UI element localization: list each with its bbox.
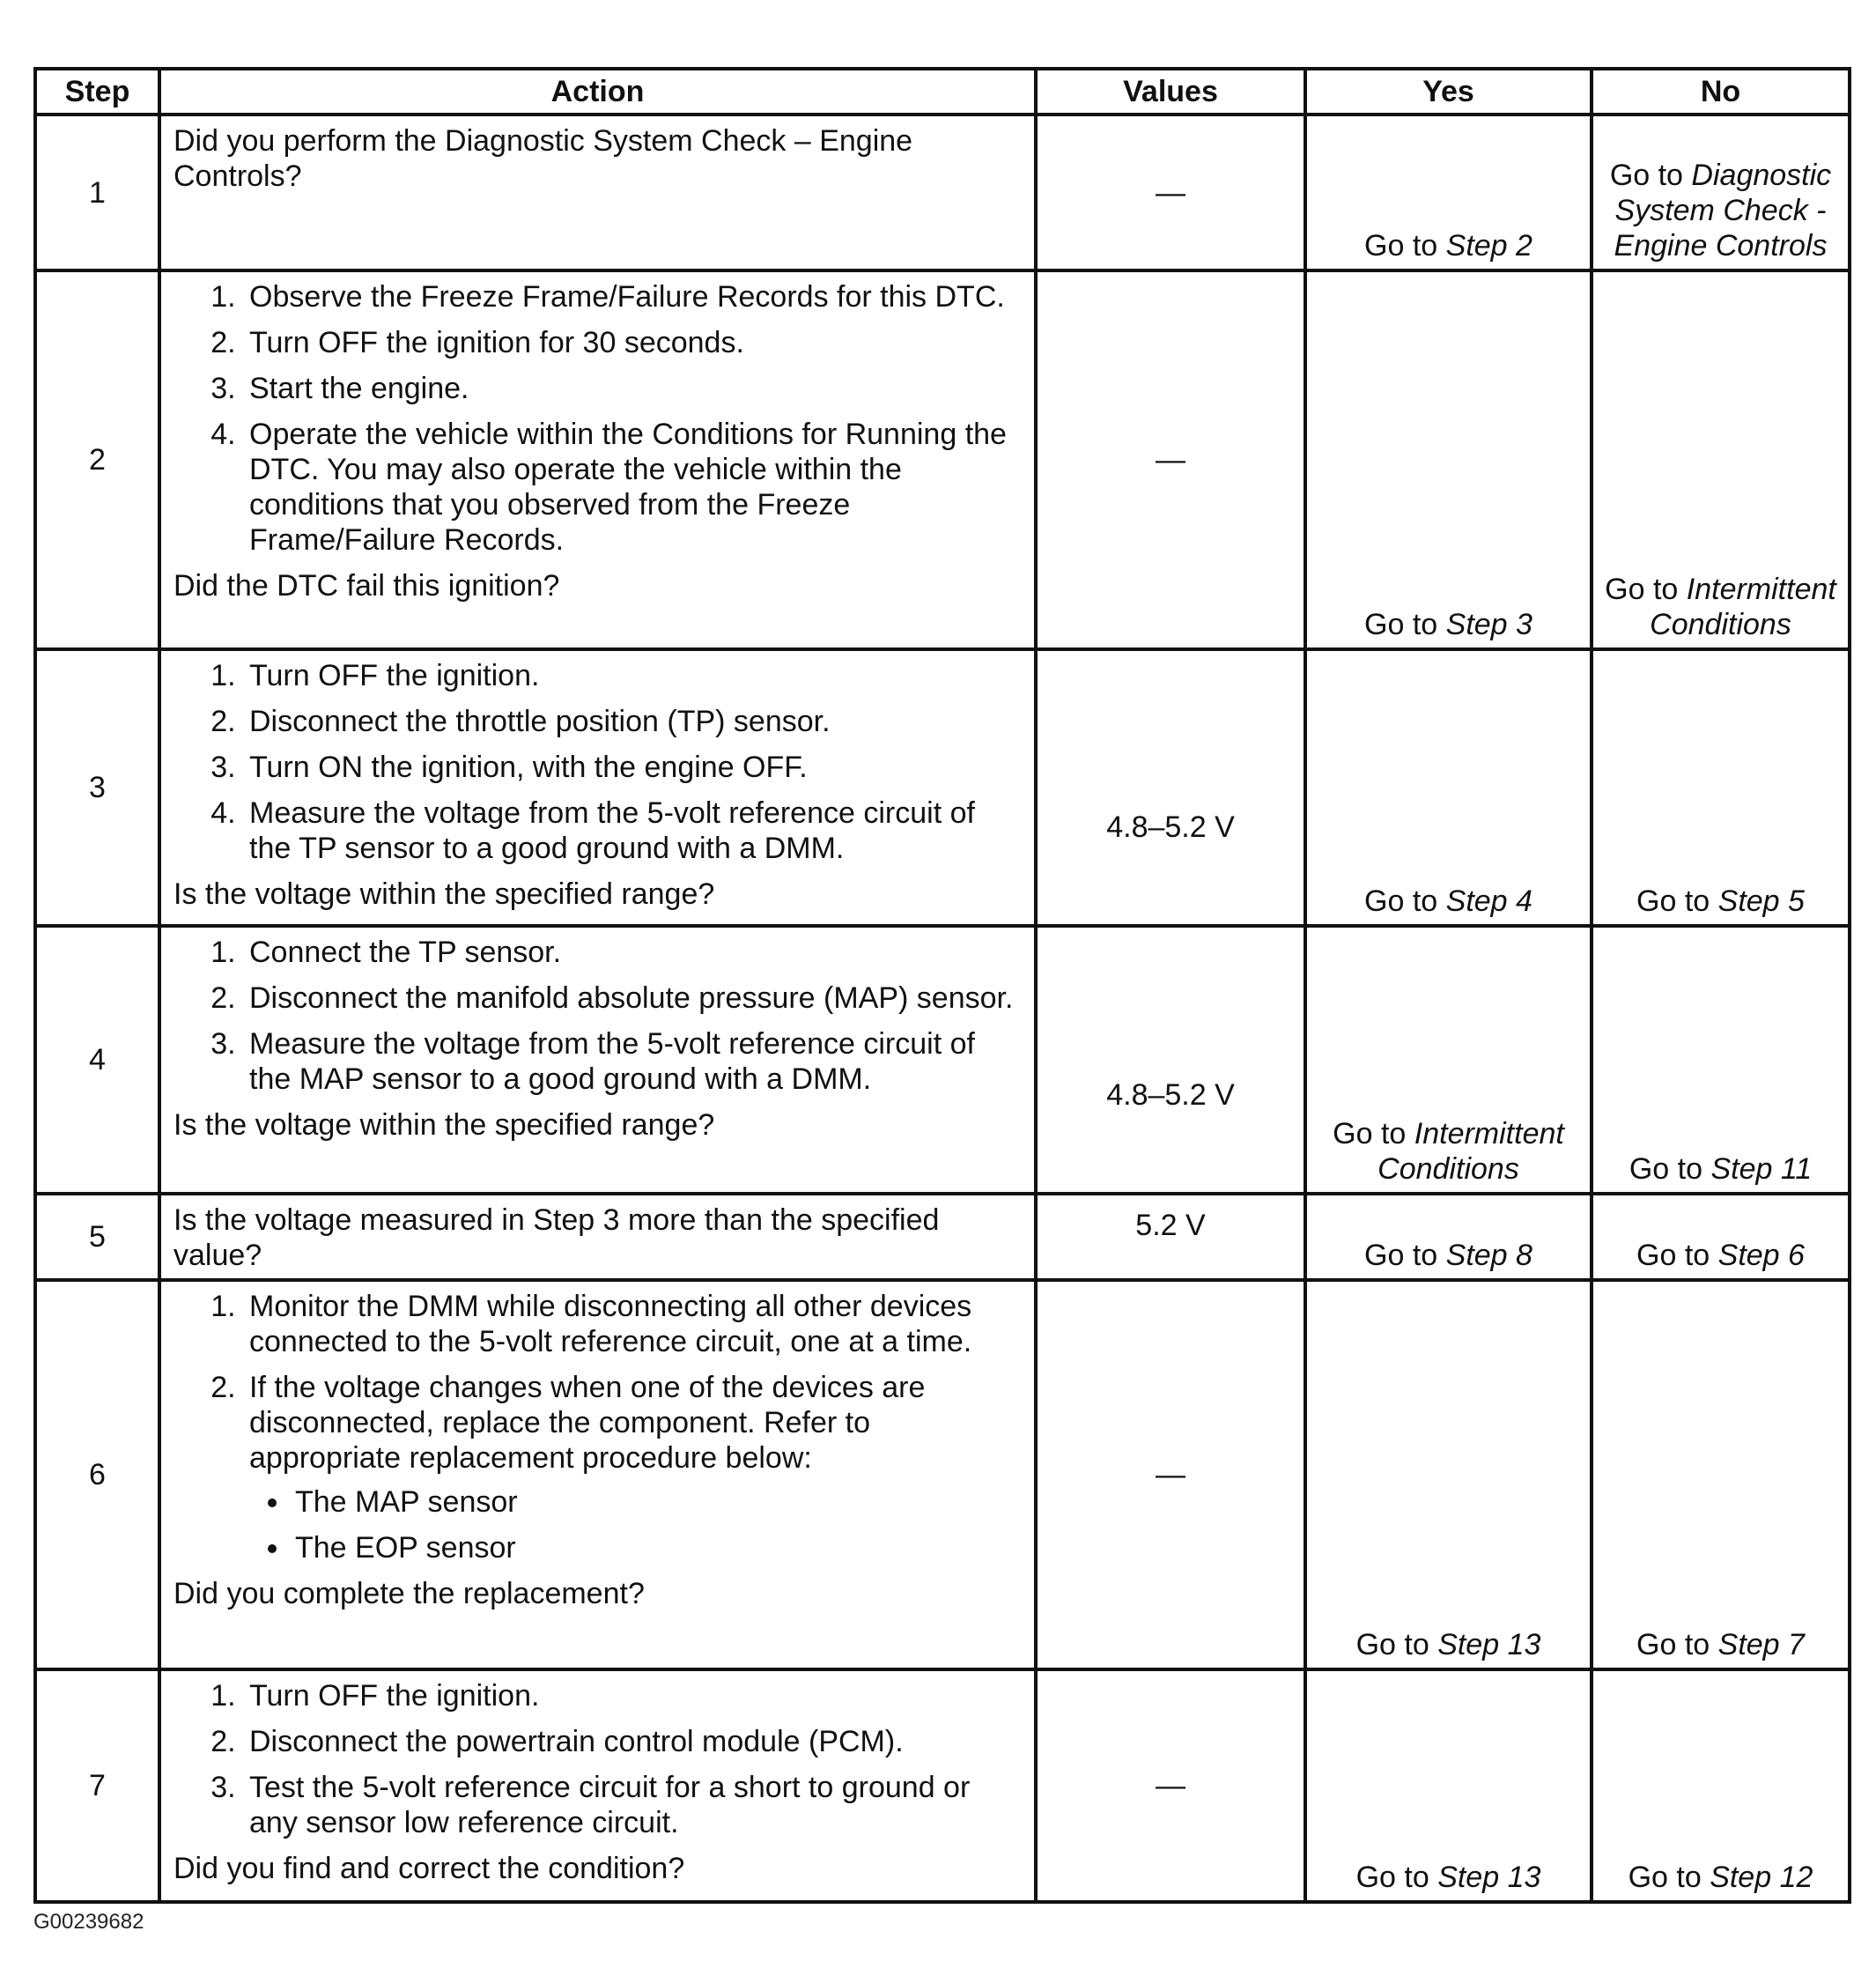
header-no: No (1592, 69, 1850, 115)
table-row (35, 649, 1850, 926)
no-prefix: Go to (1609, 159, 1692, 192)
header-row (35, 69, 1850, 115)
action-step-text: Test the 5-volt reference circuit for a short to ground or any sensor low reference circuit. (249, 1771, 971, 1839)
yes-link: Step 13 (1437, 1861, 1541, 1894)
no-prefix: Go to (1636, 1239, 1718, 1272)
action-subitem: • The MAP sensor (292, 1484, 1022, 1520)
action-step-text: Connect the TP sensor. (249, 936, 562, 969)
values-cell: 4.8–5.2 V (1036, 649, 1305, 926)
action-step-text: Disconnect the throttle position (TP) sensor. (249, 705, 831, 738)
action-step-text: Turn OFF the ignition. (249, 1679, 540, 1713)
yes-link: Intermittent Conditions (1377, 1117, 1564, 1186)
header-step: Step (35, 69, 159, 115)
no-link: Diagnostic System Check - Engine Controls (1614, 159, 1832, 263)
yes-link: Step 2 (1445, 229, 1533, 263)
no-cell (1592, 1194, 1850, 1280)
no-cell (1592, 115, 1850, 270)
action-step-text: Turn OFF the ignition for 30 seconds. (249, 326, 744, 359)
yes-cell (1305, 115, 1592, 270)
action-step (244, 1770, 1022, 1840)
header-values: Values (1036, 69, 1305, 115)
action-step (244, 1678, 1022, 1713)
action-step (244, 658, 1022, 693)
step-number: 2 (35, 270, 159, 649)
yes-link: Step 13 (1437, 1628, 1541, 1661)
action-step (244, 325, 1022, 360)
step-number: 5 (35, 1194, 159, 1280)
values-cell: — (1036, 115, 1305, 270)
action-step (244, 371, 1022, 406)
table-row (35, 1669, 1850, 1902)
action-steps (174, 658, 1022, 866)
action-sublist (249, 1484, 1022, 1565)
action-step-text: Disconnect the manifold absolute pressure (MAP) sensor. (249, 981, 1014, 1015)
no-link: Intermittent Conditions (1650, 573, 1836, 641)
action-step (244, 1724, 1022, 1759)
action-step-text: Turn OFF the ignition. (249, 659, 540, 692)
action-question: Is the voltage within the specified range? (174, 1108, 715, 1142)
no-prefix: Go to (1636, 884, 1718, 918)
yes-link: Step 3 (1445, 608, 1533, 641)
action-step-text: If the voltage changes when one of the devices are disconnected, replace the component. Refer to appropriate replacement procedure below: (249, 1371, 926, 1475)
no-link: Step 11 (1710, 1152, 1813, 1186)
no-cell (1592, 926, 1850, 1194)
action-question: Did you complete the replacement? (174, 1577, 645, 1610)
action-step-text: Start the engine. (249, 372, 469, 405)
action-step-text: Monitor the DMM while disconnecting all other devices connected to the 5-volt reference circuit, one at a time. (249, 1290, 972, 1358)
step-number: 3 (35, 649, 159, 926)
action-cell (159, 926, 1036, 1194)
yes-cell (1305, 270, 1592, 649)
yes-link: Step 8 (1445, 1239, 1533, 1272)
no-prefix: Go to (1629, 1152, 1711, 1186)
no-cell (1592, 270, 1850, 649)
step-number: 1 (35, 115, 159, 270)
table-row (35, 115, 1850, 270)
yes-cell (1305, 1194, 1592, 1280)
action-text: Is the voltage measured in Step 3 more than the specified value? (174, 1203, 940, 1272)
step-number: 4 (35, 926, 159, 1194)
table-row (35, 1280, 1850, 1669)
action-step-text: Operate the vehicle within the Conditions for Running the DTC. You may also operate the vehicle within the conditions that you observed from the Freeze Frame/Failure Records. (249, 418, 1007, 557)
yes-prefix: Go to (1333, 1117, 1414, 1151)
yes-cell (1305, 926, 1592, 1194)
step-number: 6 (35, 1280, 159, 1669)
no-cell (1592, 1280, 1850, 1669)
header-action: Action (159, 69, 1036, 115)
action-step (244, 750, 1022, 785)
diagnostic-table (33, 67, 1851, 1904)
action-step-text: Measure the voltage from the 5-volt reference circuit of the MAP sensor to a good ground with a DMM. (249, 1027, 975, 1096)
action-step-text: Turn ON the ignition, with the engine OFF. (249, 751, 808, 784)
table-row (35, 926, 1850, 1194)
figure-code: G00239682 (33, 1910, 144, 1934)
yes-prefix: Go to (1355, 1861, 1438, 1894)
action-steps (174, 1678, 1022, 1840)
action-step-text: Observe the Freeze Frame/Failure Records for this DTC. (249, 280, 1005, 314)
header-yes: Yes (1305, 69, 1592, 115)
action-steps (174, 1289, 1022, 1565)
action-step (244, 279, 1022, 314)
yes-cell (1305, 1669, 1592, 1902)
yes-link: Step 4 (1445, 884, 1533, 918)
action-step (244, 417, 1022, 558)
yes-prefix: Go to (1364, 884, 1446, 918)
table-row (35, 1194, 1850, 1280)
no-link: Step 6 (1717, 1239, 1805, 1272)
action-step-text: Measure the voltage from the 5-volt reference circuit of the TP sensor to a good ground with a DMM. (249, 796, 975, 865)
action-step (244, 935, 1022, 970)
values-cell: — (1036, 270, 1305, 649)
action-step (244, 1026, 1022, 1097)
no-prefix: Go to (1636, 1628, 1718, 1661)
yes-prefix: Go to (1355, 1628, 1438, 1661)
step-number: 7 (35, 1669, 159, 1902)
action-step (244, 1370, 1022, 1565)
yes-cell (1305, 1280, 1592, 1669)
no-link: Step 7 (1717, 1628, 1805, 1661)
no-link: Step 12 (1710, 1861, 1813, 1894)
no-link: Step 5 (1717, 884, 1805, 918)
no-prefix: Go to (1628, 1861, 1710, 1894)
action-step-text: Disconnect the powertrain control module (PCM). (249, 1725, 904, 1758)
action-question: Did the DTC fail this ignition? (174, 569, 560, 603)
no-prefix: Go to (1605, 573, 1687, 606)
no-cell (1592, 1669, 1850, 1902)
action-question: Is the voltage within the specified range? (174, 877, 715, 911)
action-step (244, 1289, 1022, 1359)
action-text: Did you perform the Diagnostic System Check – Engine Controls? (174, 124, 913, 193)
action-step (244, 704, 1022, 739)
action-cell (159, 1194, 1036, 1280)
yes-prefix: Go to (1364, 608, 1446, 641)
action-steps (174, 279, 1022, 558)
action-cell (159, 115, 1036, 270)
table-row (35, 270, 1850, 649)
action-cell (159, 1669, 1036, 1902)
table-body (35, 115, 1850, 1902)
no-cell (1592, 649, 1850, 926)
action-cell (159, 649, 1036, 926)
action-cell (159, 270, 1036, 649)
action-step (244, 980, 1022, 1016)
action-cell (159, 1280, 1036, 1669)
yes-cell (1305, 649, 1592, 926)
values-cell: 4.8–5.2 V (1036, 926, 1305, 1194)
action-question: Did you find and correct the condition? (174, 1852, 685, 1885)
action-subitem: • The EOP sensor (292, 1530, 1022, 1565)
action-step (244, 795, 1022, 866)
action-steps (174, 935, 1022, 1097)
values-cell: — (1036, 1280, 1305, 1669)
values-cell: 5.2 V (1036, 1194, 1305, 1280)
yes-prefix: Go to (1364, 1239, 1446, 1272)
yes-prefix: Go to (1364, 229, 1446, 263)
values-cell: — (1036, 1669, 1305, 1902)
